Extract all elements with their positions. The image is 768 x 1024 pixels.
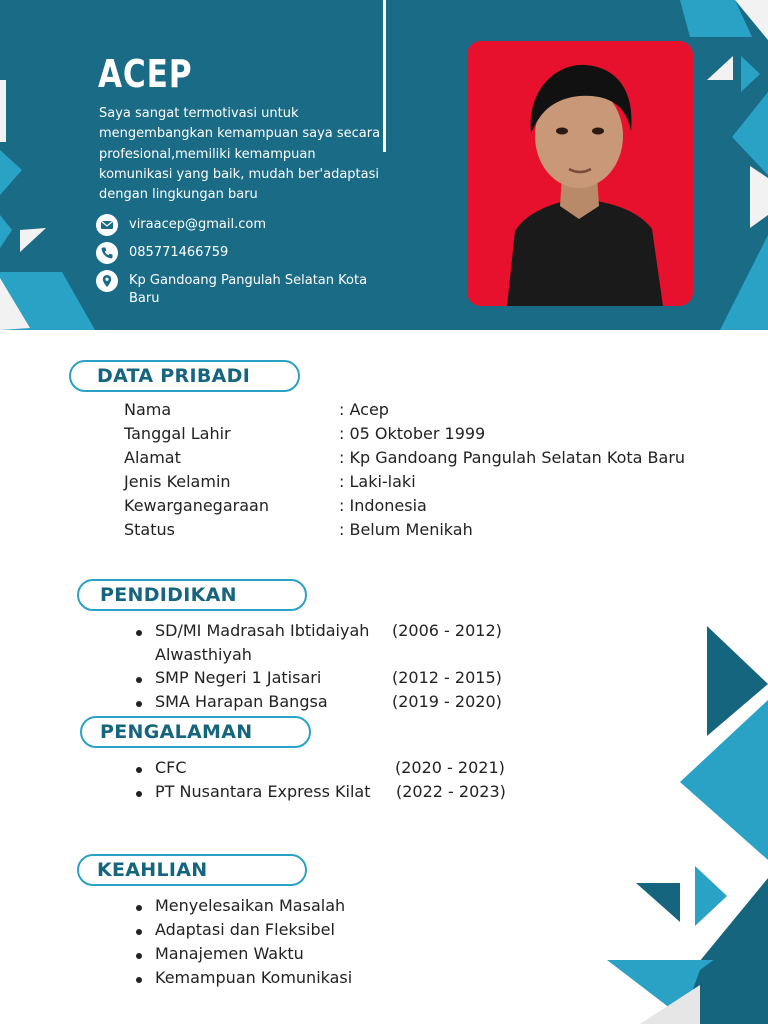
candidate-name: ACEP <box>98 52 193 96</box>
section-title-text: PENGALAMAN <box>100 721 253 743</box>
education-years: (2006 - 2012) <box>392 621 502 640</box>
row-value: : Indonesia <box>339 496 427 515</box>
education-school: SMP Negeri 1 Jatisari <box>155 668 322 687</box>
skill-text: Menyelesaikan Masalah <box>155 896 346 915</box>
skill-text: Adaptasi dan Fleksibel <box>155 920 335 939</box>
experience-years: (2020 - 2021) <box>395 758 505 777</box>
row-label: Kewarganegaraan <box>124 496 269 515</box>
row-value: : Laki-laki <box>339 472 416 491</box>
row-value: : Belum Menikah <box>339 520 473 539</box>
row-value: : Kp Gandoang Pangulah Selatan Kota Baru <box>339 448 686 467</box>
bullet-icon <box>136 767 142 773</box>
section-title-keahlian <box>77 854 307 886</box>
bullet-icon <box>136 929 142 935</box>
row-label: Nama <box>124 400 172 419</box>
bullet-icon <box>136 905 142 911</box>
bullet-icon <box>136 953 142 959</box>
bullet-icon <box>136 701 142 707</box>
education-years: (2019 - 2020) <box>392 692 502 711</box>
education-school-line2: Alwasthiyah <box>155 645 252 664</box>
skill-text: Manajemen Waktu <box>155 944 304 963</box>
row-label: Alamat <box>124 448 181 467</box>
contact-phone-text: 085771466759 <box>129 245 229 260</box>
row-value: : 05 Oktober 1999 <box>339 424 486 443</box>
skill-text: Kemampuan Komunikasi <box>155 968 353 987</box>
education-school: SD/MI Madrasah Ibtidaiyah <box>155 621 370 640</box>
bullet-icon <box>136 977 142 983</box>
row-label: Tanggal Lahir <box>124 424 231 443</box>
bullet-icon <box>136 630 142 636</box>
section-title-pendidikan <box>77 579 307 611</box>
contact-email-text: viraacep@gmail.com <box>129 217 266 232</box>
profile-summary: Saya sangat termotivasi untuk mengembangkan kemampuan saya secara profesional,memiliki kemampuan komunikasi yang baik, mudah ber'adaptasi dengan lingkungan baru <box>99 106 381 203</box>
experience-years: (2022 - 2023) <box>396 782 506 801</box>
contact-address-text: Kp Gandoang Pangulah Selatan Kota Baru <box>129 273 368 306</box>
section-title-pengalaman <box>80 716 311 748</box>
section-title-text: DATA PRIBADI <box>97 365 251 387</box>
bullet-icon <box>136 791 142 797</box>
row-label: Jenis Kelamin <box>124 472 231 491</box>
education-school: SMA Harapan Bangsa <box>155 692 328 711</box>
section-title-data-pribadi <box>69 360 300 392</box>
row-label: Status <box>124 520 175 539</box>
experience-company: CFC <box>155 758 187 777</box>
experience-company: PT Nusantara Express Kilat <box>155 782 371 801</box>
bullet-icon <box>136 677 142 683</box>
section-title-text: PENDIDIKAN <box>100 584 237 606</box>
section-title-text: KEAHLIAN <box>97 859 208 881</box>
row-value: : Acep <box>339 400 389 419</box>
education-years: (2012 - 2015) <box>392 668 502 687</box>
